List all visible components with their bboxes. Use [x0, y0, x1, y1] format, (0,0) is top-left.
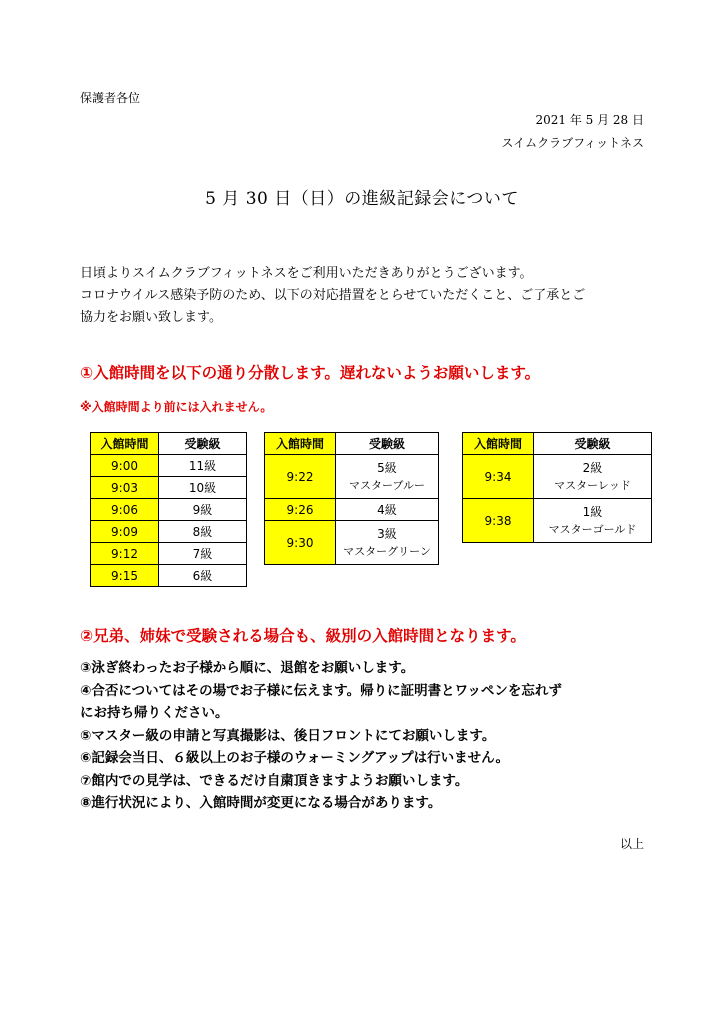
addressee: 保護者各位: [80, 91, 141, 105]
entry-time: 9:26: [265, 499, 336, 521]
col-header-time: 入館時間: [463, 433, 534, 455]
grade-level: 4級: [336, 499, 439, 521]
entry-time: 9:15: [91, 565, 159, 587]
intro-line: コロナウイルス感染予防のため、以下の対応措置をとらせていただくこと、ご了承とご: [80, 288, 586, 303]
document-title: 5 月 30 日（日）の進級記録会について: [205, 189, 519, 209]
entry-time: 9:34: [463, 455, 534, 499]
master-grade: マスターゴールド: [548, 522, 637, 536]
col-header-grade: 受験級: [534, 433, 652, 455]
grade-cell: [336, 455, 439, 499]
col-header-time: 入館時間: [91, 433, 159, 455]
grade-cell: [534, 455, 652, 499]
list-item: ⑥記録会当日、６級以上のお子様のウォーミングアップは行いません。: [80, 750, 509, 766]
intro-paragraph: [80, 263, 585, 329]
col-header-grade: 受験級: [159, 433, 247, 455]
entry-time: 9:06: [91, 499, 159, 521]
list-item: ⑤マスター級の申請と写真撮影は、後日フロントにてお願いします。: [80, 727, 496, 744]
grade-level: 7級: [159, 543, 247, 565]
col-header-time: 入館時間: [265, 433, 336, 455]
intro-line: 日頃よりスイムクラブフィットネスをご利用いただきありがとうございます。: [80, 266, 533, 281]
entry-time: 9:30: [265, 521, 336, 565]
grade-level: 8級: [159, 521, 247, 543]
entry-time: 9:09: [91, 521, 159, 543]
schedule-table-2: [264, 432, 439, 565]
entry-time: 9:38: [463, 499, 534, 543]
list-item: ⑦館内での見学は、できるだけ自粛頂きますようお願いします。: [80, 772, 469, 789]
entry-time: 9:03: [91, 477, 159, 499]
document-date: 2021 年 5 月 28 日: [535, 113, 644, 127]
entry-time: 9:22: [265, 455, 336, 499]
schedule-table-1: [90, 432, 247, 587]
grade-level: 11級: [159, 455, 247, 477]
grade-level: 5級: [377, 460, 397, 475]
notice-list: [80, 657, 562, 815]
grade-level: 1級: [582, 504, 603, 519]
grade-level: 2級: [582, 460, 603, 475]
grade-level: 9級: [159, 499, 247, 521]
section1-note: ※入館時間より前には入れません。: [80, 400, 273, 414]
entry-time: 9:12: [91, 543, 159, 565]
grade-cell: [534, 499, 652, 543]
list-item: ③泳ぎ終わったお子様から順に、退館をお願いします。: [80, 660, 415, 676]
schedule-table-3: [462, 432, 652, 543]
grade-cell: [336, 521, 439, 565]
master-grade: マスターブルー: [348, 478, 425, 492]
master-grade: マスターレッド: [554, 478, 631, 492]
grade-level: 3級: [377, 526, 397, 541]
entry-time: 9:00: [91, 455, 159, 477]
grade-level: 6級: [159, 565, 247, 587]
section2-heading: ②兄弟、姉妹で受験される場合も、級別の入館時間となります。: [80, 627, 526, 645]
intro-line: 協力をお願い致します。: [80, 310, 222, 325]
grade-level: 10級: [159, 477, 247, 499]
col-header-grade: 受験級: [336, 433, 439, 455]
list-item: ⑧進行状況により、入館時間が変更になる場合があります。: [80, 795, 442, 811]
closing-mark: 以上: [619, 837, 644, 851]
master-grade: マスターグリーン: [343, 544, 431, 558]
section1-heading: ①入館時間を以下の通り分散します。遅れないようお願いします。: [80, 364, 541, 382]
list-item: にお持ち帰りください。: [80, 705, 229, 721]
list-item: ④合否についてはその場でお子様に伝えます。帰りに証明書とワッペンを忘れず: [80, 682, 562, 699]
sender-name: スイムクラブフィットネス: [501, 136, 644, 150]
